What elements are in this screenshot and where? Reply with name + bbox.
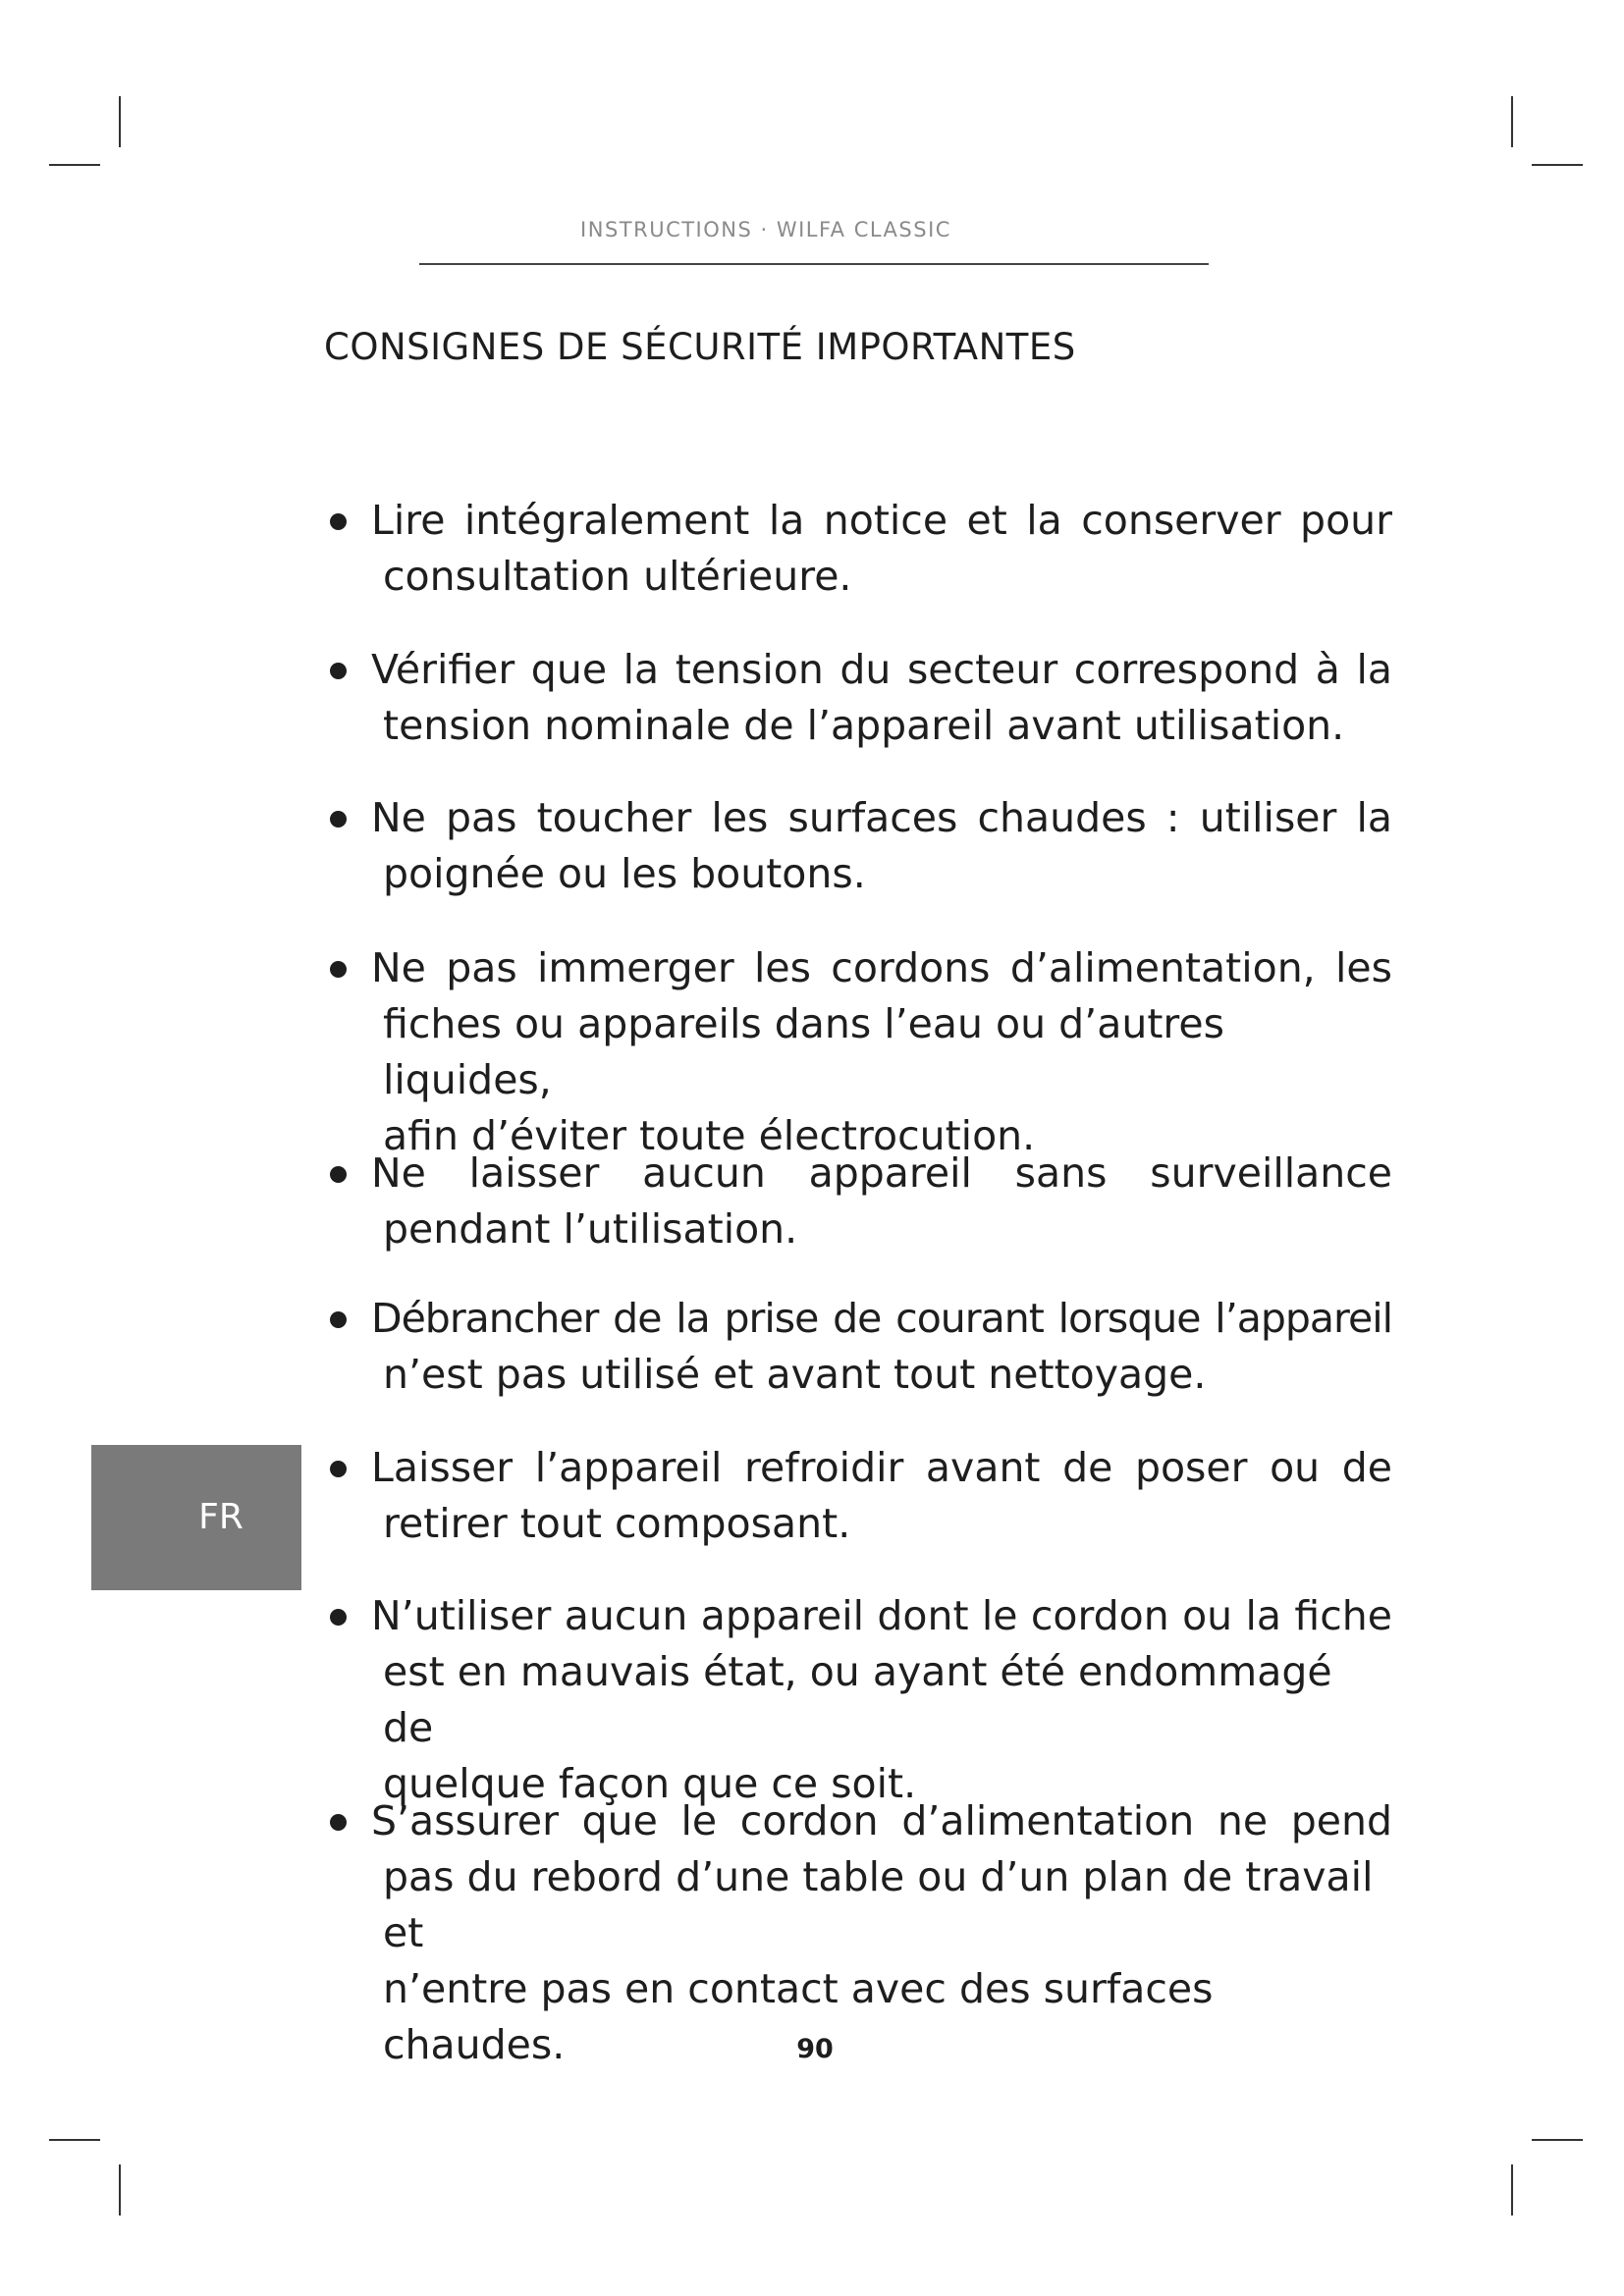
- list-item-line: Lire intégralement la notice et la conserver pour: [371, 497, 1392, 544]
- list-item-line: afin d’éviter toute électrocution.: [383, 1112, 1036, 1159]
- list-item-text: [371, 790, 1392, 902]
- bullet-icon: [330, 663, 347, 679]
- list-item-line: pendant l’utilisation.: [383, 1205, 798, 1253]
- list-item-line: poignée ou les boutons.: [383, 850, 866, 897]
- crop-mark-top-right-vertical: [1511, 96, 1513, 147]
- list-item-text: [371, 1440, 1392, 1552]
- bullet-icon: [330, 1166, 347, 1183]
- list-item-line: pas du rebord d’une table ou d’un plan de travail et: [383, 1853, 1374, 1956]
- list-item-line: Ne pas toucher les surfaces chaudes : utiliser la: [371, 794, 1392, 841]
- header-rule: [419, 263, 1209, 265]
- list-item-line: consultation ultérieure.: [383, 553, 852, 600]
- bullet-icon: [330, 1814, 347, 1831]
- bullet-icon: [330, 513, 347, 530]
- crop-mark-top-left-horizontal: [49, 164, 100, 166]
- list-item-line: Laisser l’appareil refroidir avant de poser ou de: [371, 1444, 1392, 1491]
- list-item-text: [371, 1146, 1392, 1257]
- crop-mark-bottom-left-vertical: [119, 2164, 121, 2216]
- bullet-icon: [330, 961, 347, 978]
- list-item-text: [371, 493, 1392, 605]
- list-item-line: Ne laisser aucun appareil sans surveillance: [371, 1149, 1392, 1197]
- list-item-line: Débrancher de la prise de courant lorsque l’appareil: [371, 1295, 1392, 1342]
- list-item-line: S’assurer que le cordon d’alimentation ne pend: [371, 1797, 1392, 1844]
- crop-mark-bottom-left-horizontal: [49, 2139, 100, 2141]
- section-title: CONSIGNES DE SÉCURITÉ IMPORTANTES: [324, 326, 1076, 368]
- list-item-line: retirer tout composant.: [383, 1500, 851, 1547]
- list-item-line: Ne pas immerger les cordons d’alimentation, les: [371, 944, 1392, 991]
- page-number: 90: [796, 2034, 834, 2064]
- list-item-line: Vérifier que la tension du secteur correspond à la: [371, 646, 1392, 693]
- list-item-text: [371, 940, 1392, 1164]
- crop-mark-bottom-right-vertical: [1511, 2164, 1513, 2216]
- bullet-icon: [330, 1461, 347, 1477]
- bullet-icon: [330, 811, 347, 828]
- language-tab-label: FR: [198, 1497, 244, 1537]
- list-item-line: n’entre pas en contact avec des surfaces chaudes.: [383, 1965, 1214, 2068]
- crop-mark-top-right-horizontal: [1532, 164, 1583, 166]
- list-item-line: est en mauvais état, ou ayant été endommagé de: [383, 1648, 1332, 1751]
- list-item-text: [371, 642, 1392, 754]
- list-item-text: [371, 1291, 1392, 1403]
- language-tab: [91, 1445, 301, 1590]
- crop-mark-bottom-right-horizontal: [1532, 2139, 1583, 2141]
- list-item-text: [371, 1588, 1392, 1812]
- bullet-icon: [330, 1609, 347, 1626]
- list-item-line: tension nominale de l’appareil avant utilisation.: [383, 702, 1345, 749]
- crop-mark-top-left-vertical: [119, 96, 121, 147]
- list-item-line: N’utiliser aucun appareil dont le cordon ou la fiche: [371, 1592, 1392, 1639]
- list-item-line: quelque façon que ce soit.: [383, 1760, 917, 1807]
- list-item-line: fiches ou appareils dans l’eau ou d’autres liquides,: [383, 1000, 1224, 1103]
- list-item-line: n’est pas utilisé et avant tout nettoyage.: [383, 1351, 1207, 1398]
- list-item-text: [371, 1793, 1392, 2073]
- running-header: INSTRUCTIONS · WILFA CLASSIC: [580, 218, 951, 241]
- bullet-icon: [330, 1311, 347, 1328]
